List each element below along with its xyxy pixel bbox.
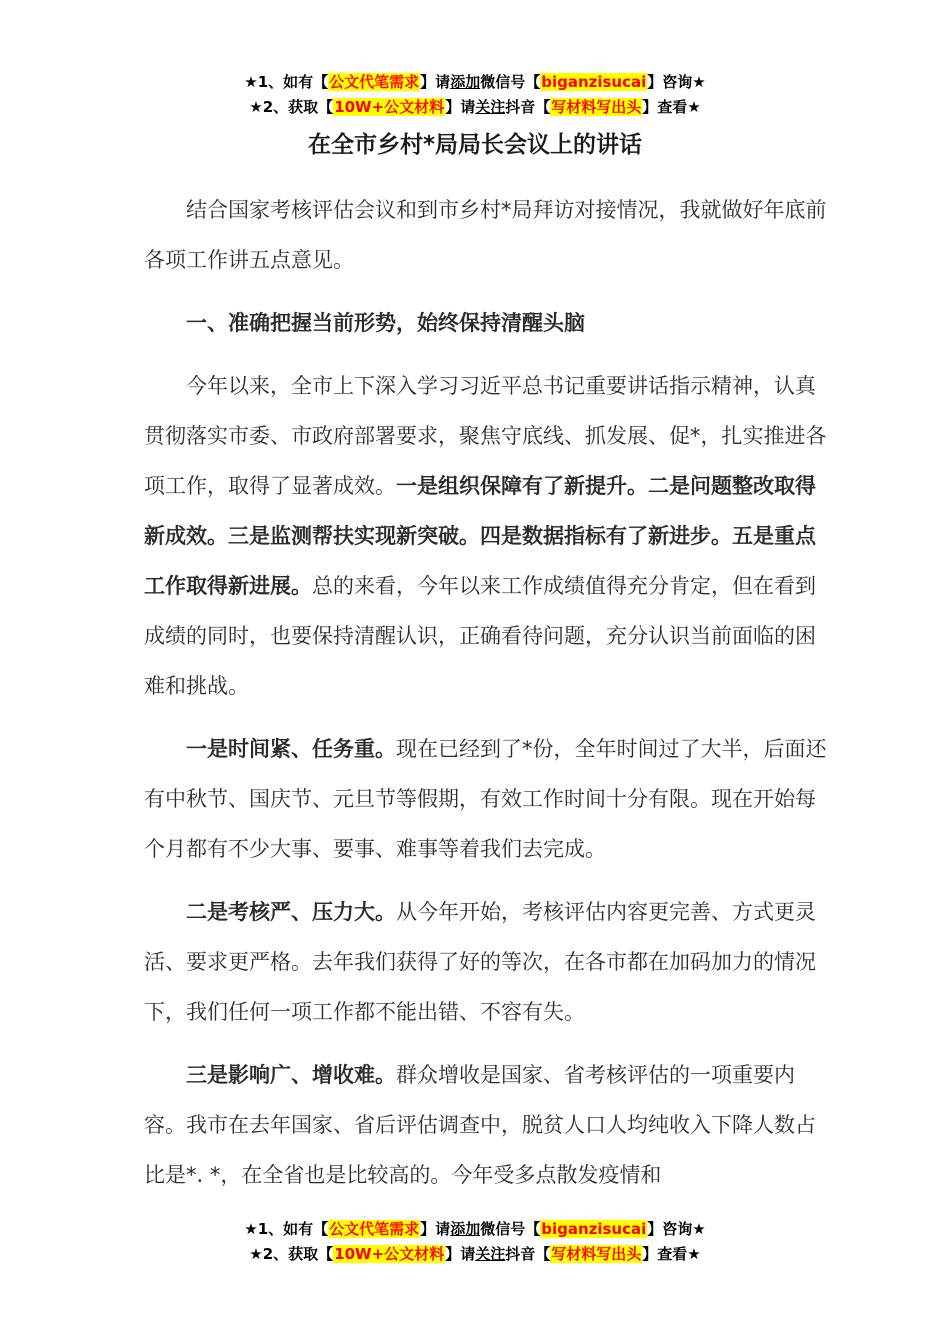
banner-line-1 — [0, 70, 950, 95]
document-body — [144, 185, 834, 1213]
document-title: 在全市乡村*局局长会议上的讲话 — [307, 132, 643, 158]
banner-text: ★1、如有【 — [244, 73, 329, 91]
banner-text: 抖音【 — [505, 1245, 551, 1263]
banner-text: ★1、如有【 — [244, 1220, 329, 1238]
banner-underline: 关注 — [475, 98, 506, 116]
banner-text: 微信号【 — [480, 1220, 541, 1238]
banner-line-1 — [0, 1217, 950, 1242]
banner-douyin-id: 写材料写出头 — [551, 1245, 642, 1263]
banner-highlight: 10W+公文材料 — [334, 98, 445, 116]
banner-text: 】咨询★ — [647, 1220, 706, 1238]
banner-wechat-id: biganzisucai — [541, 1220, 647, 1238]
challenge-paragraph-3: 三是影响广、增收难。群众增收是国家、省考核评估的一项重要内容。我市在去年国家、省后评估调查中，脱贫人口人均纯收入下降人数占比是*. *，在全省也是比较高的。今年受多点散发疫情和 — [144, 1063, 816, 1187]
banner-text: 】查看★ — [642, 1245, 701, 1263]
banner-underline: 添加 — [450, 1220, 481, 1238]
banner-text: 微信号【 — [480, 73, 541, 91]
challenge-lead: 一是时间紧、任务重。 — [186, 737, 396, 761]
banner-line-2 — [0, 1242, 950, 1267]
top-banner — [0, 70, 950, 120]
challenge-lead: 二是考核严、压力大。 — [186, 900, 396, 924]
situation-paragraph: 今年以来，全市上下深入学习习近平总书记重要讲话指示精神，认真贯彻落实市委、市政府部署要求，聚焦守底线、抓发展、促*，扎实推进各项工作，取得了显著成效。一是组织保障有了新提升。二是问题整改取得新成效。三是监测帮扶实现新突破。四是数据指标有了新进步。五是重点工作取得新进展。总的来看，今年以来工作成绩值得充分肯定，但在看到成绩的同时，也要保持清醒认识，正确看待问题，充分认识当前面临的困难和挑战。 — [144, 374, 827, 698]
bottom-banner — [0, 1217, 950, 1267]
section-heading: 一、准确把握当前形势，始终保持清醒头脑 — [186, 311, 585, 335]
banner-text: 】查看★ — [642, 98, 701, 116]
intro-paragraph: 结合国家考核评估会议和到市乡村*局拜访对接情况，我就做好年底前各项工作讲五点意见。 — [144, 198, 827, 272]
challenge-lead: 三是影响广、增收难。 — [186, 1063, 396, 1087]
banner-highlight: 10W+公文材料 — [334, 1245, 445, 1263]
achievements-summary: 一是组织保障有了新提升。二是问题整改取得新成效。三是监测帮扶实现新突破。四是数据指标有了新进步。五是重点工作取得新进展。 — [144, 474, 816, 598]
banner-text: 】请 — [445, 98, 476, 116]
banner-douyin-id: 写材料写出头 — [551, 98, 642, 116]
banner-text: 抖音【 — [505, 98, 551, 116]
challenge-paragraph-2: 二是考核严、压力大。从今年开始，考核评估内容更完善、方式更灵活、要求更严格。去年我们获得了好的等次，在各市都在加码加力的情况下，我们任何一项工作都不能出错、不容有失。 — [144, 900, 816, 1024]
banner-text: ★2、获取【 — [249, 98, 334, 116]
banner-underline: 关注 — [475, 1245, 506, 1263]
banner-text: ★2、获取【 — [249, 1245, 334, 1263]
banner-underline: 添加 — [450, 73, 481, 91]
challenge-paragraph-1: 一是时间紧、任务重。现在已经到了*份，全年时间过了大半，后面还有中秋节、国庆节、元旦节等假期，有效工作时间十分有限。现在开始每个月都有不少大事、要事、难事等着我们去完成。 — [144, 737, 827, 861]
banner-text: 】请 — [420, 1220, 451, 1238]
banner-text: 】咨询★ — [647, 73, 706, 91]
banner-highlight: 公文代笔需求 — [329, 1220, 420, 1238]
banner-line-2 — [0, 95, 950, 120]
banner-text: 】请 — [420, 73, 451, 91]
banner-text: 】请 — [445, 1245, 476, 1263]
banner-highlight: 公文代笔需求 — [329, 73, 420, 91]
banner-wechat-id: biganzisucai — [541, 73, 647, 91]
